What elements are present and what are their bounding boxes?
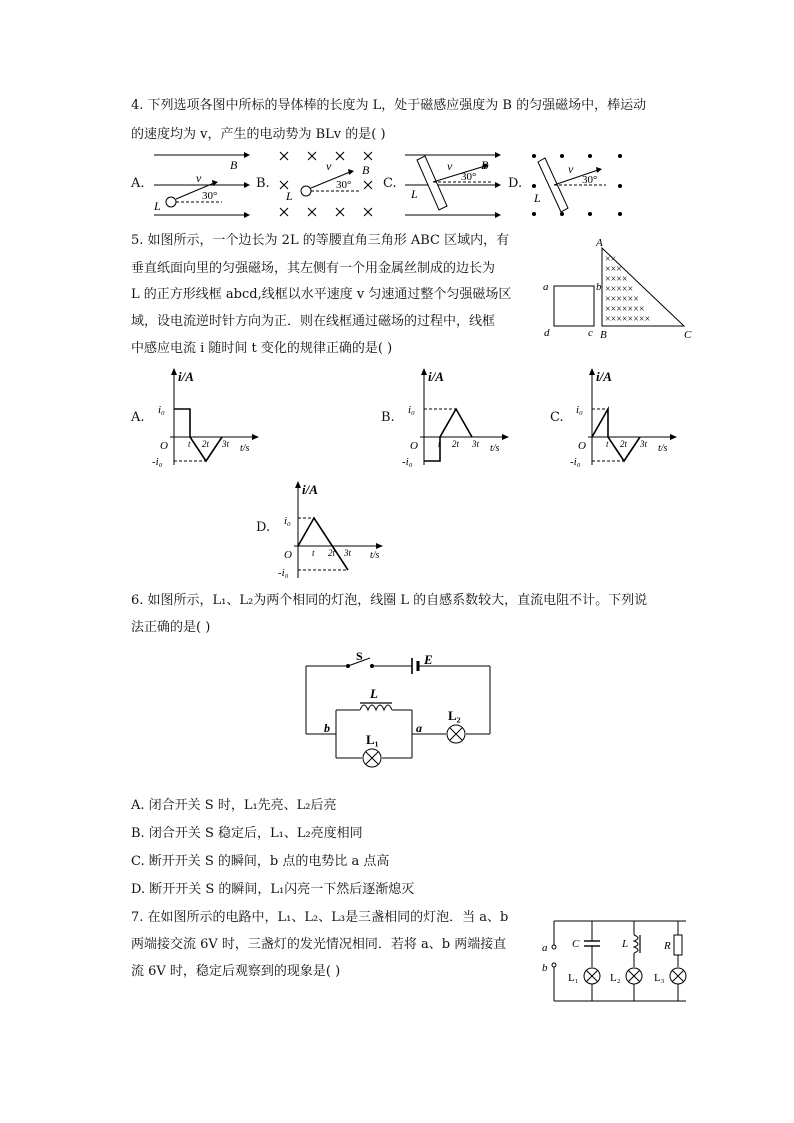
q5-graph-a-label[interactable]: A. — [131, 410, 145, 425]
svg-text:v: v — [326, 159, 332, 173]
q5-stem-line2: 垂直纸面向里的匀强磁场，其左侧有一个用金属丝制成的边长为 — [131, 261, 496, 276]
svg-text:××××××××: ×××××××× — [605, 314, 651, 325]
q7-stem-line2: 两端接交流 6V 时，三盏灯的发光情况相同．若将 a、b 两端接直 — [131, 937, 507, 952]
q6-option-c[interactable]: C. 断开开关 S 的瞬间，b 点的电势比 a 点高 — [131, 854, 390, 869]
q4-figure-c — [403, 150, 503, 222]
svg-text:t/s: t/s — [240, 443, 250, 454]
svg-text:L: L — [286, 189, 293, 203]
svg-text:-i₀: -i₀ — [570, 456, 581, 468]
svg-text:i₀: i₀ — [576, 404, 583, 416]
svg-text:L: L — [411, 187, 418, 201]
svg-text:×××××××: ××××××× — [605, 304, 645, 315]
svg-text:30°: 30° — [461, 171, 477, 183]
svg-text:××××: ×××× — [605, 274, 628, 285]
svg-text:i/A: i/A — [428, 369, 444, 384]
svg-text:E: E — [424, 652, 433, 667]
q5-graph-d-label[interactable]: D. — [256, 520, 271, 535]
svg-text:v: v — [447, 159, 453, 173]
svg-text:i₀: i₀ — [408, 404, 415, 416]
svg-text:2t: 2t — [452, 439, 460, 449]
svg-text:-i₀: -i₀ — [402, 456, 413, 468]
q7-stem-line1: 7. 在如图所示的电路中，L₁、L₂、L₃是三盏相同的灯泡．当 a、b — [131, 910, 509, 925]
svg-text:O: O — [284, 549, 292, 561]
svg-text:v: v — [196, 171, 202, 185]
svg-text:-i₀: -i₀ — [278, 567, 289, 579]
svg-text:R: R — [664, 940, 671, 952]
svg-text:-i₀: -i₀ — [152, 456, 163, 468]
q4-option-c-label[interactable]: C. — [383, 176, 397, 191]
svg-text:t: t — [438, 439, 441, 449]
q4-stem-line1: 4. 下列选项各图中所标的导体棒的长度为 L，处于磁感应强度为 B 的匀强磁场中，棒运动 — [131, 98, 647, 113]
q5-stem-line3: L 的正方形线框 abcd,线框以水平速度 v 匀速通过整个匀强磁场区 — [131, 287, 512, 302]
svg-text:L₃: L₃ — [654, 972, 665, 984]
q7-circuit-figure — [540, 915, 700, 1005]
svg-text:t/s: t/s — [658, 443, 668, 454]
svg-text:C: C — [572, 938, 580, 950]
q5-graph-c — [568, 365, 683, 470]
svg-text:L₂: L₂ — [610, 972, 621, 984]
svg-text:b: b — [542, 962, 548, 974]
svg-text:d: d — [544, 327, 550, 339]
q4a-B: B — [230, 158, 238, 172]
svg-text:i/A: i/A — [302, 482, 318, 497]
q5-stem-line5: 中感应电流 i 随时间 t 变化的规律正确的是( ) — [131, 341, 393, 356]
svg-text:C: C — [684, 329, 692, 341]
svg-text:L₁: L₁ — [366, 732, 379, 747]
svg-text:O: O — [578, 440, 586, 452]
svg-text:L: L — [154, 199, 161, 213]
q5-graph-d — [274, 478, 394, 583]
q5-triangle-figure — [540, 238, 700, 342]
svg-text:c: c — [588, 327, 593, 339]
svg-text:t: t — [312, 548, 315, 558]
q6-stem-line1: 6. 如图所示，L₁、L₂为两个相同的灯泡，线圈 L 的自感系数较大，直流电阻不计。下列说 — [131, 593, 648, 608]
svg-text:b: b — [596, 281, 602, 293]
svg-text:2t: 2t — [328, 548, 336, 558]
svg-text:3t: 3t — [222, 439, 230, 449]
svg-text:i₀: i₀ — [158, 404, 165, 416]
svg-text:t: t — [188, 439, 191, 449]
q7-stem-line3: 流 6V 时，稳定后观察到的现象是( ) — [131, 964, 341, 979]
svg-text:××××××: ×××××× — [605, 294, 639, 305]
svg-text:30°: 30° — [202, 190, 218, 202]
q5-graph-b-label[interactable]: B. — [381, 410, 395, 425]
svg-text:a: a — [543, 281, 549, 293]
svg-text:×××: ××× — [605, 264, 622, 275]
svg-text:3t: 3t — [472, 439, 480, 449]
svg-text:L: L — [370, 686, 378, 701]
q4-option-b-label[interactable]: B. — [256, 176, 270, 191]
svg-text:2t: 2t — [202, 439, 210, 449]
q5-graph-c-label[interactable]: C. — [550, 410, 564, 425]
svg-text:30°: 30° — [582, 174, 598, 186]
svg-text:30°: 30° — [336, 179, 352, 191]
svg-text:a: a — [416, 721, 422, 735]
svg-text:B: B — [481, 158, 489, 172]
q5-stem-line1: 5. 如图所示，一个边长为 2L 的等腰直角三角形 ABC 区域内，有 — [131, 233, 510, 248]
q4-figure-d — [528, 150, 628, 222]
q5-graph-b — [400, 365, 515, 470]
q6-circuit-figure — [296, 648, 496, 778]
svg-text:b: b — [324, 721, 330, 735]
svg-text:L: L — [622, 938, 629, 950]
svg-text:2t: 2t — [620, 439, 628, 449]
svg-text:v: v — [568, 162, 574, 176]
svg-text:3t: 3t — [640, 439, 648, 449]
svg-text:×××××: ××××× — [605, 284, 634, 295]
svg-text:t/s: t/s — [370, 550, 380, 561]
svg-text:a: a — [542, 942, 548, 954]
svg-text:O: O — [160, 440, 168, 452]
svg-text:O: O — [410, 440, 418, 452]
svg-text:i₀: i₀ — [284, 515, 291, 527]
q6-option-b[interactable]: B. 闭合开关 S 稳定后，L₁、L₂亮度相同 — [131, 826, 363, 841]
svg-text:S: S — [356, 649, 363, 663]
q4-stem-line2: 的速度均为 v，产生的电动势为 BLv 的是( ) — [131, 127, 386, 142]
svg-text:A: A — [596, 237, 603, 249]
q5-stem-line4: 域，设电流逆时针方向为正．则在线框通过磁场的过程中，线框 — [131, 314, 496, 329]
svg-text:3t: 3t — [344, 548, 352, 558]
svg-text:t/s: t/s — [490, 443, 500, 454]
q4-figure-a — [150, 150, 250, 222]
svg-text:B: B — [362, 163, 370, 177]
q6-option-a[interactable]: A. 闭合开关 S 时，L₁先亮、L₂后亮 — [131, 798, 337, 813]
svg-text:i/A: i/A — [596, 369, 612, 384]
q6-stem-line2: 法正确的是( ) — [131, 620, 211, 635]
q6-option-d[interactable]: D. 断开开关 S 的瞬间，L₁闪亮一下然后逐渐熄灭 — [131, 882, 415, 897]
svg-text:L₂: L₂ — [448, 708, 461, 723]
svg-text:t: t — [606, 439, 609, 449]
q4-option-a-label[interactable]: A. — [131, 176, 145, 191]
q5-graph-a — [150, 365, 265, 470]
svg-text:i/A: i/A — [178, 369, 194, 384]
svg-text:××: ×× — [605, 254, 617, 265]
svg-text:B: B — [600, 329, 607, 341]
svg-text:L: L — [534, 191, 541, 205]
q4-option-d-label[interactable]: D. — [508, 176, 523, 191]
q4-figure-b — [274, 150, 379, 222]
svg-text:L₁: L₁ — [568, 972, 579, 984]
